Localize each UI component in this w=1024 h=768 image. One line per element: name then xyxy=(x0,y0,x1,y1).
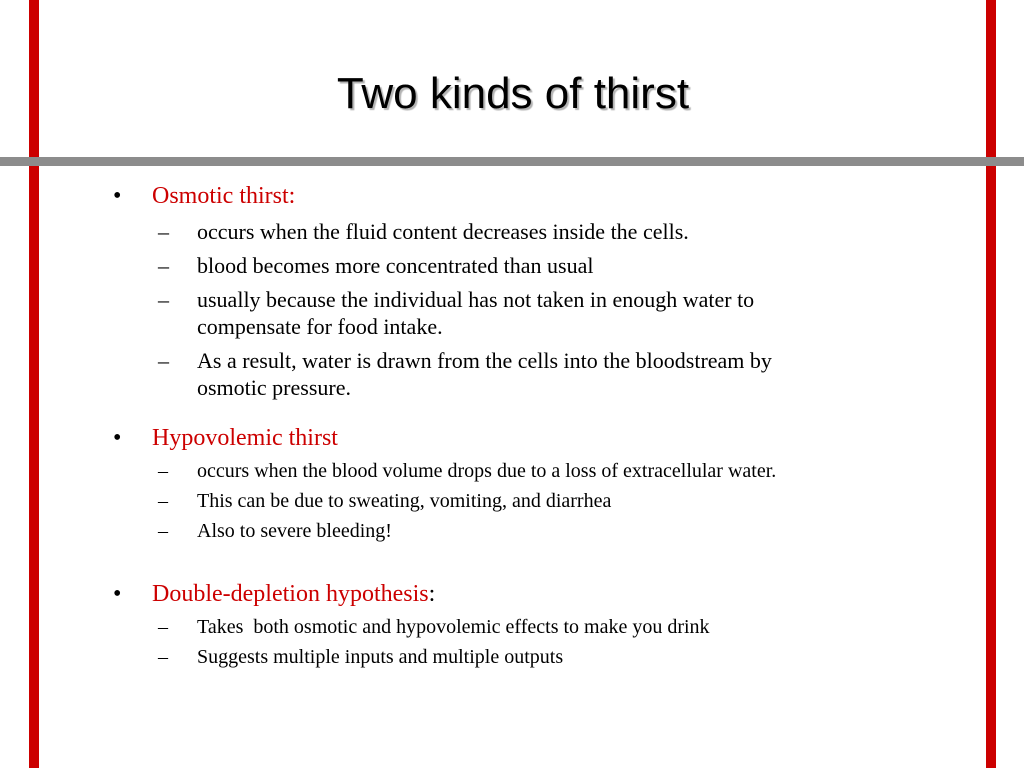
dash-icon: – xyxy=(158,616,168,638)
sub-item xyxy=(0,218,980,245)
sub-item-text: occurs when the fluid content decreases inside the cells. xyxy=(197,219,689,244)
dash-icon: – xyxy=(158,287,169,312)
bullet-icon: • xyxy=(113,425,122,451)
dash-icon: – xyxy=(158,460,168,482)
sub-item xyxy=(0,518,980,545)
sub-item-text: Suggests multiple inputs and multiple outputs xyxy=(197,646,564,668)
dash-icon: – xyxy=(158,490,168,512)
sub-item xyxy=(0,252,980,279)
sub-item-text: compensate for food intake. xyxy=(197,314,443,339)
sub-item xyxy=(0,458,980,485)
sub-item-continuation xyxy=(0,374,980,401)
heading-colon: : xyxy=(428,581,436,607)
bullet-item-double-depletion xyxy=(0,579,980,609)
slide-title: Two kinds of thirst xyxy=(336,69,690,118)
sub-item xyxy=(0,286,980,313)
sub-item xyxy=(0,614,980,641)
sub-item-text: usually because the individual has not taken in enough water to xyxy=(197,287,755,312)
sub-item xyxy=(0,644,980,671)
section-heading: Hypovolemic thirst xyxy=(152,425,338,451)
sub-item-continuation xyxy=(0,313,980,340)
bullet-item-osmotic-thirst xyxy=(0,181,980,211)
dash-icon: – xyxy=(158,348,169,373)
bullet-icon: • xyxy=(113,581,122,607)
sub-item-text: osmotic pressure. xyxy=(197,375,351,400)
dash-icon: – xyxy=(158,219,169,244)
bullet-item-hypovolemic-thirst xyxy=(0,423,980,453)
sub-item xyxy=(0,488,980,515)
section-heading: Osmotic thirst: xyxy=(152,183,296,209)
dash-icon: – xyxy=(158,520,168,542)
section-heading xyxy=(152,579,435,609)
section-heading-text: Double-depletion hypothesis xyxy=(152,581,429,607)
sub-item-text: Also to severe bleeding! xyxy=(197,520,392,542)
sub-item-text: This can be due to sweating, vomiting, and diarrhea xyxy=(197,490,612,512)
sub-item-text: Takes both osmotic and hypovolemic effects to make you drink xyxy=(197,616,710,638)
sub-item xyxy=(0,347,980,374)
sub-item-text: As a result, water is drawn from the cells into the bloodstream by xyxy=(197,348,772,373)
dash-icon: – xyxy=(158,646,168,668)
sub-item-text: occurs when the blood volume drops due to a loss of extracellular water. xyxy=(197,460,777,482)
dash-icon: – xyxy=(158,253,169,278)
sub-item-text: blood becomes more concentrated than usual xyxy=(197,253,594,278)
bullet-icon: • xyxy=(113,183,122,209)
